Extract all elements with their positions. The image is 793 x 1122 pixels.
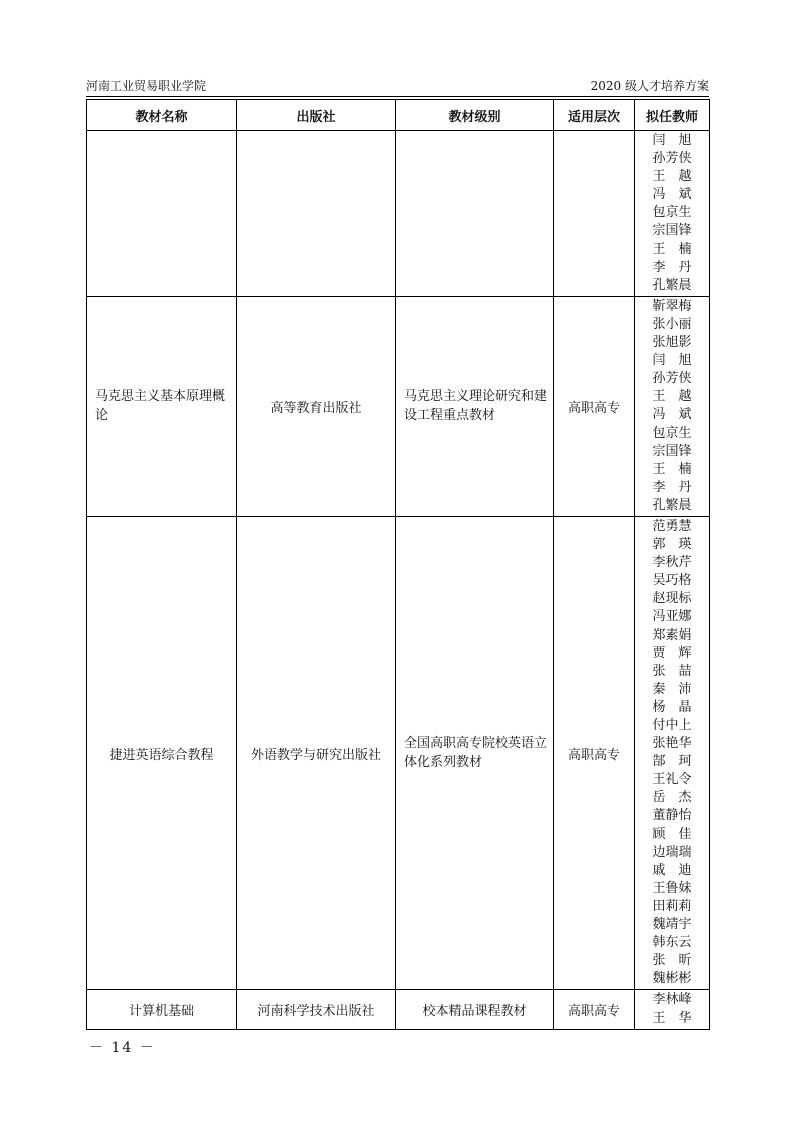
teacher-name: 李 丹 [652,479,692,495]
teacher-name: 田莉莉 [652,898,692,914]
teacher-name: 冯 斌 [652,407,692,423]
cell-scope: 高职高专 [554,516,635,989]
cell-scope: 高职高专 [554,296,635,516]
teacher-name: 张 昕 [652,953,692,969]
header-rule [86,96,709,97]
teacher-name: 闫 旭 [652,133,692,148]
teacher-name: 宗国锋 [652,443,692,459]
cell-name: 捷进英语综合教程 [87,516,237,989]
teacher-name: 秦 沛 [652,681,692,697]
teacher-name: 王礼令 [652,772,692,788]
teacher-name: 付中上 [652,718,692,733]
col-header-scope: 适用层次 [554,100,635,131]
cell-level: 马克思主义理论研究和建设工程重点教材 [396,296,554,516]
cell-teachers [635,990,710,1029]
cell-name: 马克思主义基本原理概论 [87,296,237,516]
col-header-level: 教材级别 [396,100,554,131]
header-institution: 河南工业贸易职业学院 [86,79,207,93]
teacher-name: 范勇慧 [652,518,692,534]
teacher-name: 张旭影 [652,335,692,351]
teacher-name: 冯 斌 [652,187,692,203]
table-row [87,296,710,516]
teacher-name: 王 越 [652,169,692,185]
teacher-name: 魏靖宇 [652,917,692,933]
teacher-name: 张 喆 [652,663,692,679]
col-header-publisher: 出版社 [237,100,396,131]
teacher-name: 边瑞瑞 [652,844,692,860]
cell-level: 校本精品课程教材 [396,990,554,1029]
teacher-name: 王 楠 [652,241,692,257]
teacher-name: 顾 佳 [652,826,692,842]
cell-name [87,131,237,297]
col-header-name: 教材名称 [87,100,237,131]
teacher-name: 郜 珂 [652,754,692,770]
cell-teachers [635,131,710,297]
teacher-list [635,298,709,515]
table-row [87,131,710,297]
teacher-name: 魏彬彬 [652,971,692,987]
cell-level [396,131,554,297]
page-number: － 14 － [89,1040,156,1056]
teacher-name: 宗国锋 [652,223,692,239]
teacher-name: 孙芳侠 [652,151,692,167]
teacher-name: 孔繁晨 [652,277,692,293]
teacher-list [635,991,709,1027]
page-header [86,78,709,96]
table-row [87,990,710,1029]
teacher-name: 王 楠 [652,461,692,477]
teacher-name: 杨 晶 [652,699,692,715]
teacher-name: 包京生 [652,205,692,221]
cell-publisher: 河南科学技术出版社 [237,990,396,1029]
table-header-row [87,100,710,131]
teacher-name: 赵现标 [652,591,692,607]
teacher-name: 靳翠梅 [652,298,692,314]
cell-teachers [635,516,710,989]
teacher-name: 张小丽 [652,316,692,332]
cell-name: 计算机基础 [87,990,237,1029]
teacher-name: 吴巧格 [652,573,692,589]
textbook-table [86,99,710,1030]
teacher-name: 王鲁妹 [652,880,692,896]
teacher-list [635,132,709,295]
teacher-name: 郭 瑛 [652,537,692,553]
teacher-name: 李秋芹 [652,555,692,571]
teacher-name: 包京生 [652,425,692,441]
teacher-name: 闫 旭 [652,353,692,369]
teacher-name: 贾 辉 [652,645,692,661]
teacher-name: 孔繁晨 [652,497,692,513]
teacher-name: 郑素娟 [652,627,692,643]
teacher-name: 李林峰 [652,992,692,1008]
cell-teachers [635,296,710,516]
col-header-teachers: 拟任教师 [635,100,710,131]
cell-scope: 高职高专 [554,990,635,1029]
teacher-list [635,518,709,988]
cell-publisher: 高等教育出版社 [237,296,396,516]
teacher-name: 岳 杰 [652,790,692,806]
teacher-name: 冯亚娜 [652,609,692,625]
teacher-name: 韩东云 [652,935,692,951]
teacher-name: 王 越 [652,389,692,405]
teacher-name: 李 丹 [652,259,692,275]
cell-publisher [237,131,396,297]
teacher-name: 董静怡 [652,808,692,824]
cell-scope [554,131,635,297]
cell-level: 全国高职高专院校英语立体化系列教材 [396,516,554,989]
header-program: 2020 级人才培养方案 [590,79,709,93]
teacher-name: 孙芳侠 [652,371,692,387]
cell-publisher: 外语教学与研究出版社 [237,516,396,989]
teacher-name: 张艳华 [652,736,692,752]
table-row [87,516,710,989]
teacher-name: 王 华 [652,1010,692,1026]
teacher-name: 戚 迪 [652,862,692,878]
